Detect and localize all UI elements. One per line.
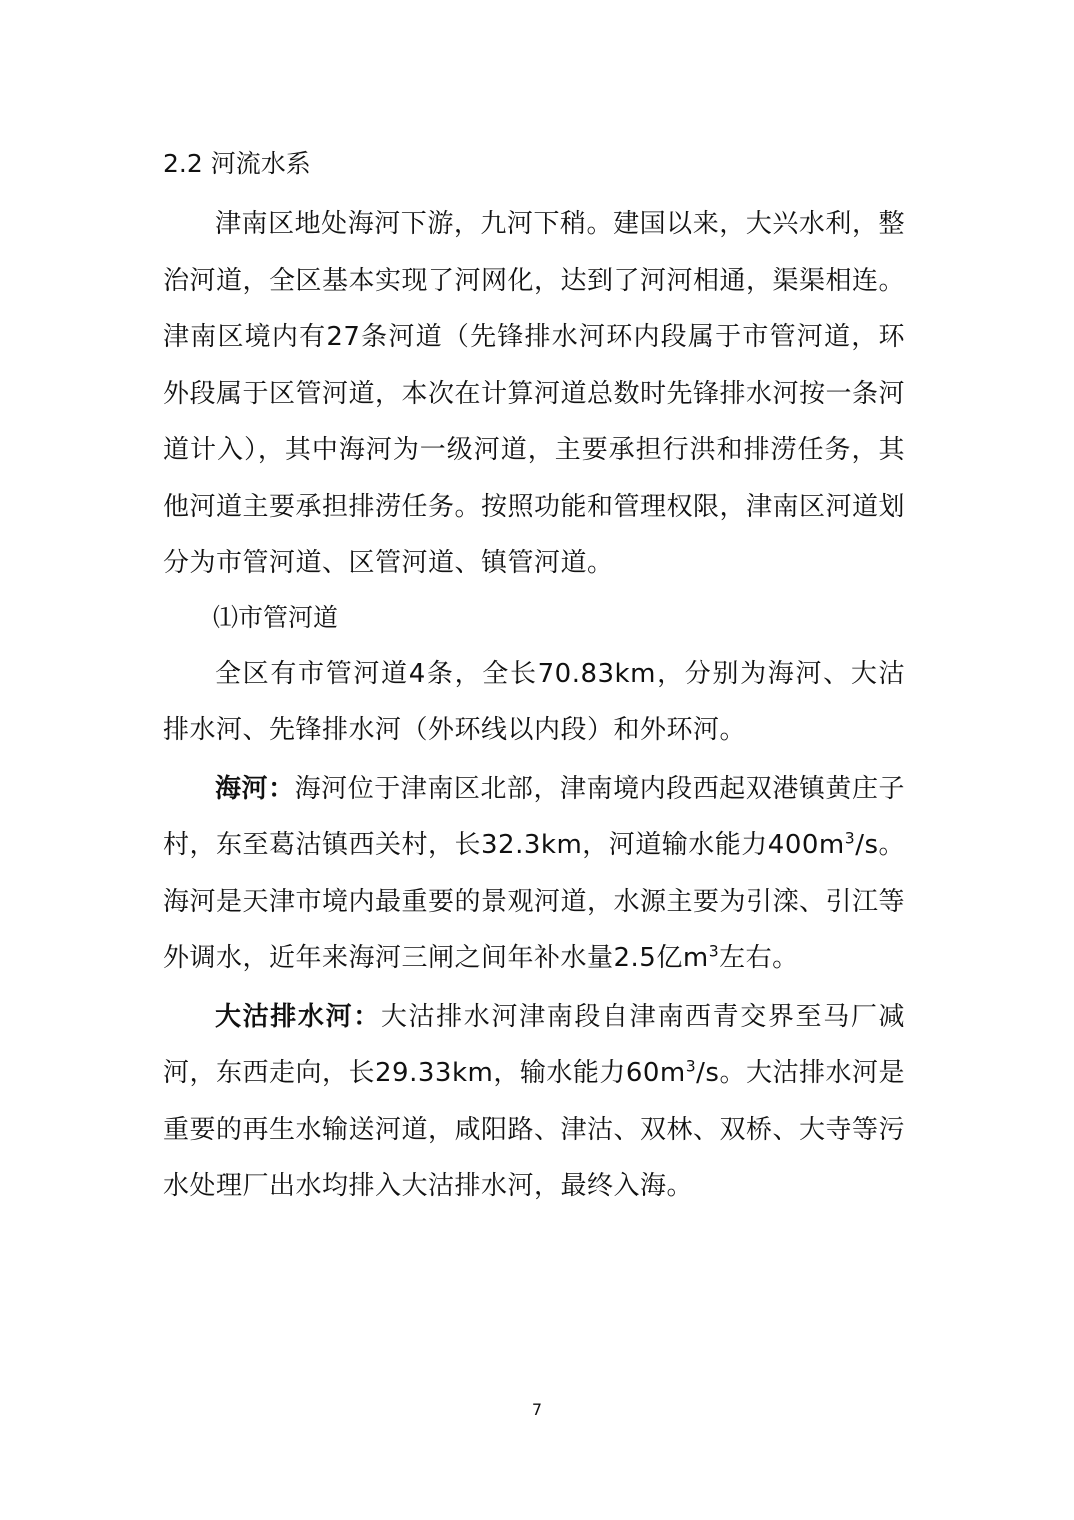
haihe-sup-1: 3	[844, 829, 856, 848]
dagu-paragraph	[163, 989, 905, 1215]
dagu-text-2: /s。大沽排水河是重要的再生水输送河道，咸阳路、津沽、双林、双桥、大寺等污水处理厂出水均排入大沽排水河，最终入海。	[163, 1058, 906, 1201]
page-number: 7	[531, 1400, 543, 1419]
haihe-text-2: /s。海河是天津市境内最重要的景观河道，水源主要为引滦、引江等外调水，近年来海河三闸之间年补水量2.5亿m	[163, 830, 906, 973]
section-heading: 2.2 河流水系	[163, 149, 311, 178]
haihe-text-1: 海河位于津南区北部，津南境内段西起双港镇黄庄子村，东至葛沽镇西关村，长32.3km，河道输水能力400m	[163, 773, 905, 860]
haihe-sup-2: 3	[708, 942, 720, 961]
intro-paragraph: 津南区地处海河下游，九河下稍。建国以来，大兴水利，整治河道，全区基本实现了河网化，达到了河河相通，渠渠相连。津南区境内有27条河道（先锋排水河环内段属于市管河道，环外段属于区管河道，本次在计算河道总数时先锋排水河按一条河道计入），其中海河为一级河道，主要承担行洪和排涝任务，其他河道主要承担排涝任务。按照功能和管理权限，津南区河道划分为市管河道、区管河道、镇管河道。	[163, 209, 906, 578]
haihe-paragraph	[163, 761, 905, 987]
dagu-label: 大沽排水河：	[215, 1001, 381, 1032]
dagu-text-1: 大沽排水河津南段自津南西青交界至马厂减河，东西走向，长29.33km，输水能力60m	[163, 1001, 905, 1088]
city-rivers-heading: ⑴市管河道	[213, 602, 339, 632]
haihe-label: 海河：	[215, 773, 295, 804]
haihe-text-3: 左右。	[719, 943, 799, 973]
dagu-sup-1: 3	[685, 1057, 697, 1076]
city-rivers-summary: 全区有市管河道4条，全长70.83km，分别为海河、大沽排水河、先锋排水河（外环线以内段）和外环河。	[163, 658, 905, 745]
page-content	[163, 140, 905, 1215]
